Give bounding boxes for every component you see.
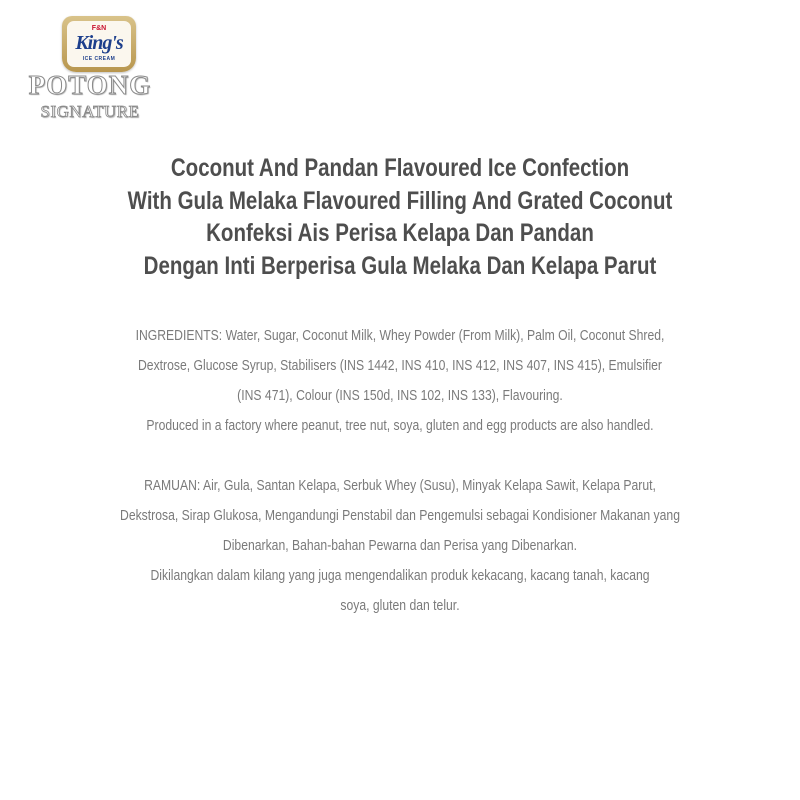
title-line: Konfeksi Ais Perisa Kelapa Dan Pandan (206, 219, 594, 247)
section-spacer (114, 441, 685, 471)
product-title (105, 152, 695, 282)
ingredients-ms-line: RAMUAN: Air, Gula, Santan Kelapa, Serbuk Whey (Susu), Minyak Kelapa Sawit, Kelapa Parut, (144, 478, 656, 494)
title-line: Coconut And Pandan Flavoured Ice Confection (170, 154, 630, 182)
allergen-ms-line: soya, gluten dan telur. (340, 598, 460, 614)
kings-logo-badge (62, 16, 136, 72)
kings-logo-subtitle: ICE CREAM (82, 56, 116, 62)
kings-logo-inner (67, 21, 131, 67)
brand-logo (20, 14, 160, 124)
ingredients-ms-line: Dekstrosa, Sirap Glukosa, Mengandungi Penstabil dan Pengemulsi sebagai Kondisioner Makanan yang (120, 508, 680, 524)
kings-logo-wordmark: King's (75, 32, 123, 54)
allergen-en-line: Produced in a factory where peanut, tree nut, soya, gluten and egg products are also handled. (146, 418, 654, 434)
ingredients-en-line: INGREDIENTS: Water, Sugar, Coconut Milk, Whey Powder (From Milk), Palm Oil, Coconut Shred, (135, 328, 665, 344)
title-line: With Gula Melaka Flavoured Filling And Grated Coconut (127, 186, 673, 215)
ingredients-ms-line: Dibenarkan, Bahan-bahan Pewarna dan Perisa yang Dibenarkan. (222, 538, 578, 554)
ingredients-section (114, 321, 685, 621)
signature-logo-text: SIGNATURE (40, 102, 140, 121)
title-line: Dengan Inti Berperisa Gula Melaka Dan Kelapa Parut (143, 251, 657, 280)
ingredients-en-line: (INS 471), Colour (INS 150d, INS 102, INS 133), Flavouring. (237, 388, 563, 404)
kings-logo-fn: F&N (91, 25, 107, 32)
ingredients-en-line: Dextrose, Glucose Syrup, Stabilisers (INS 1442, INS 410, INS 412, INS 407, INS 415), Emulsifier (138, 358, 662, 374)
allergen-ms-line: Dikilangkan dalam kilang yang juga mengendalikan produk kekacang, kacang tanah, kacang (150, 568, 650, 584)
potong-logo-text: POTONG (28, 70, 152, 100)
